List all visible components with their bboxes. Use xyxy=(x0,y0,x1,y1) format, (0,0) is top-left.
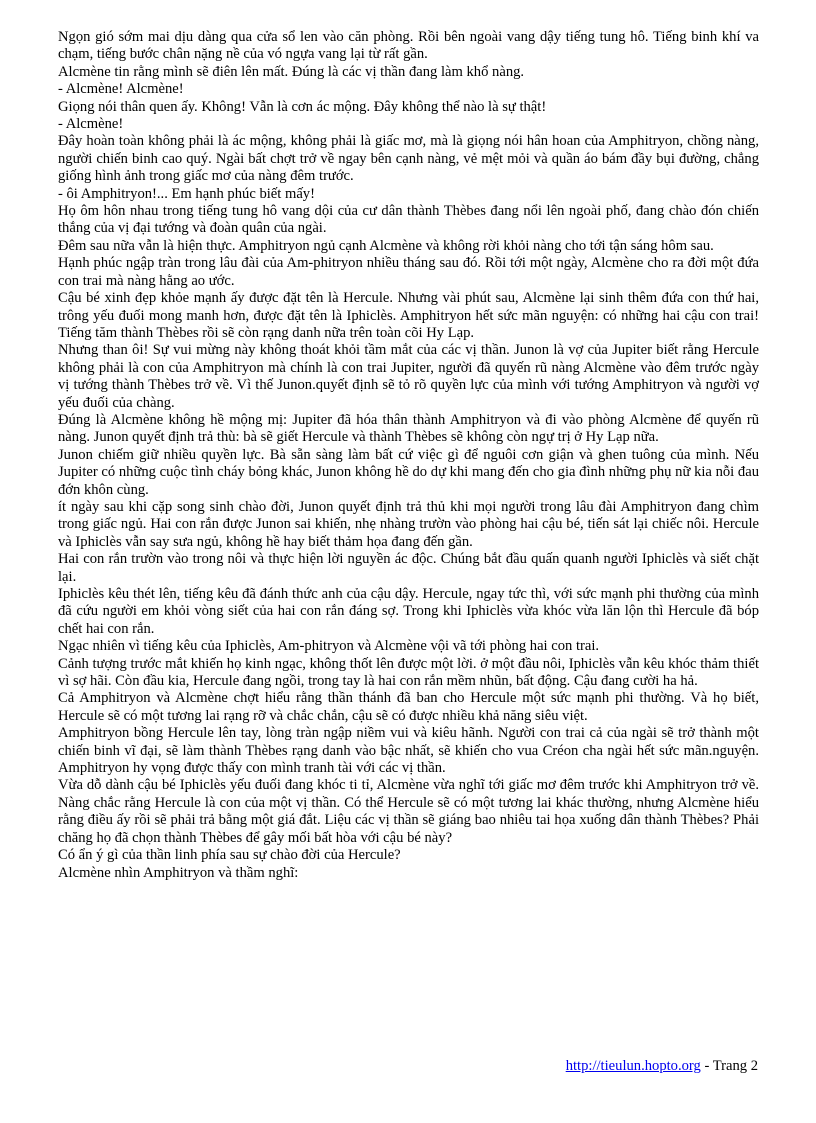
paragraph: Cả Amphitryon và Alcmène chợt hiểu rằng thần thánh đã ban cho Hercule một sức mạnh phi thường. Và họ biết, Hercule sẽ có một tương lai rạng rỡ và chắc chắn, cậu sẽ có được nhiều khả năng siêu việt. xyxy=(58,690,759,724)
paragraph: Ngọn gió sớm mai dịu dàng qua cửa sổ len vào căn phòng. Rồi bên ngoài vang dậy tiếng tung hô. Tiếng binh khí va chạm, tiếng bước chân nặng nề của vó ngựa vang lại từ rất gần. xyxy=(58,29,759,63)
dialogue-line: - ôi Amphitryon!... Em hạnh phúc biết mấy! xyxy=(58,185,315,202)
paragraph: ít ngày sau khi cặp song sinh chào đời, Junon quyết định trả thủ khi mọi người trong lâu đài Amphitryon đang chìm trong giấc ngủ. Hai con rắn được Junon sai khiến, nhẹ nhàng trườn vào phòng hai cậu bé, tiến sát lại chiếc nôi. Hercule và Iphiclès vẫn say sưa ngủ, không hề hay biết thảm họa đang đến gần. xyxy=(58,498,759,550)
paragraph: Giọng nói thân quen ấy. Không! Vẫn là cơn ác mộng. Đây không thể nào là sự thật! xyxy=(58,98,547,115)
paragraph: Vừa dỗ dành cậu bé Iphiclès yếu đuối đang khóc ti tỉ, Alcmène vừa nghĩ tới giấc mơ đêm trước khi Amphitryon trở về. Nàng chắc rằng Hercule là con của một vị thần. Có thể Hercule sẽ có một tương lai khác thường, nhưng Alcmène hiểu rằng điều ấy rồi sẽ phải trả bằng một giá đắt. Liệu các vị thần sẽ giáng bao nhiêu tai họa xuống dân thành Thèbes? Phải chăng họ đã chọn thành Thèbes để gây mối bất hòa với cậu bé này? xyxy=(58,777,759,846)
dialogue-line: - Alcmène! xyxy=(58,116,124,133)
paragraph: Hai con rắn trườn vào trong nôi và thực hiện lời nguyền ác độc. Chúng bắt đầu quấn quanh người Iphiclès và siết chặt lại. xyxy=(58,551,759,585)
page-footer xyxy=(566,1057,758,1075)
page-number: - Trang 2 xyxy=(700,1058,758,1074)
paragraph: Hạnh phúc ngập tràn trong lâu đài của Am-phitryon nhiều tháng sau đó. Rồi tới một ngày, Alcmène cho ra đời một đứa con trai mà nàng hằng ao ước. xyxy=(58,255,759,289)
paragraph: Có ẩn ý gì của thần linh phía sau sự chào đời của Hercule? xyxy=(58,847,401,864)
paragraph: Nhưng than ôi! Sự vui mừng này không thoát khỏi tầm mắt của các vị thần. Junon là vợ của Jupiter biết rằng Hercule không phải là con của Amphitryon mà chính là con trai Jupiter, người đã quyến rũ nàng Alcmène vào đêm trước ngày vị tướng thành Thèbes trở về. Vì thế Junon.quyết định sẽ tỏ rõ quyền lực của mình với tướng Amphitryon và người vợ yếu đuối của chàng. xyxy=(58,342,759,411)
paragraph: Iphiclès kêu thét lên, tiếng kêu đã đánh thức anh của cậu dậy. Hercule, ngay tức thì, với sức mạnh phi thường của mình đã cứu người em khỏi vòng siết của hai con rắn đáng sợ. Trong khi Iphiclès vừa khóc vừa lăn lộn thì Hercule đã bóp chết hai con rắn. xyxy=(58,586,759,637)
paragraph: Cảnh tượng trước mắt khiến họ kinh ngạc, không thốt lên được một lời. ở một đầu nôi, Iphiclès vẫn kêu khóc thảm thiết vì sợ hãi. Còn đầu kia, Hercule đang ngồi, trong tay là hai con rắn mềm nhũn, bất động. Cậu đang cười ha hả. xyxy=(58,655,759,690)
paragraph: Amphitryon bồng Hercule lên tay, lòng tràn ngập niềm vui và kiêu hãnh. Người con trai cả của ngài sẽ trở thành một chiến binh vĩ đại, sẽ làm thành Thèbes rạng danh vào bậc nhất, sẽ khiến cho vua Créon cha ngài hết sức mãn.nguyện. Amphitryon hy vọng được thấy con mình tranh tài với các vị thần. xyxy=(58,725,759,777)
paragraph: Đêm sau nữa vẫn là hiện thực. Amphitryon ngủ cạnh Alcmène và không rời khỏi nàng cho tới tận sáng hôm sau. xyxy=(58,237,714,254)
paragraph: Alcmène tin rằng mình sẽ điên lên mất. Đúng là các vị thần đang làm khổ nàng. xyxy=(58,63,525,80)
paragraph: Cậu bé xinh đẹp khỏe mạnh ấy được đặt tên là Hercule. Nhưng vài phút sau, Alcmène lại sinh thêm đứa con thứ hai, trông yếu đuối mong manh hơn, được đặt tên là Iphiclès. Amphitryon hết sức mãn nguyện: có những hai cậu con trai! Tiếng tăm thành Thèbes rồi sẽ còn rạng danh nữa trên toàn cõi Hy Lạp. xyxy=(58,290,759,341)
paragraph: Junon chiếm giữ nhiều quyền lực. Bà sẵn sàng làm bất cứ việc gì để nguôi cơn giận và ghen tuông của mình. Nếu Jupiter có những cuộc tình cháy bỏng khác, Junon không hề do dự khi mang đến cho gia đình những phụ nữ kia nỗi đau đớn khôn cùng. xyxy=(58,446,759,498)
paragraph: Họ ôm hôn nhau trong tiếng tung hô vang dội của cư dân thành Thèbes đang nổi lên ngoài phố, đang chào đón chiến thắng của vị đại tướng và đoàn quân của ngài. xyxy=(58,203,759,237)
paragraph: Đúng là Alcmène không hề mộng mị: Jupiter đã hóa thân thành Amphitryon và đi vào phòng Alcmène để quyến rũ nàng. Junon quyết định trả thù: bà sẽ giết Hercule và thành Thèbes sẽ không còn ngự trị ở Hy Lạp nữa. xyxy=(58,411,759,446)
paragraph: Alcmène nhìn Amphitryon và thầm nghĩ: xyxy=(58,864,299,881)
paragraph: Đây hoàn toàn không phải là ác mộng, không phải là giấc mơ, mà là giọng nói hân hoan của Amphitryon, chồng nàng, người chiến binh cao quý. Ngài bất chợt trở về ngay bên cạnh nàng, vẻ mệt mỏi và quần áo bám đầy bụi đường, chẳng giống hình ảnh trong giấc mơ của nàng đêm trước. xyxy=(58,133,759,185)
source-link[interactable]: http://tieulun.hopto.org xyxy=(565,1058,701,1074)
paragraph: Ngạc nhiên vì tiếng kêu của Iphiclès, Am-phitryon và Alcmène vội vã tới phòng hai con trai. xyxy=(58,638,600,655)
dialogue-line: - Alcmène! Alcmène! xyxy=(58,81,184,98)
document-body xyxy=(58,29,759,882)
